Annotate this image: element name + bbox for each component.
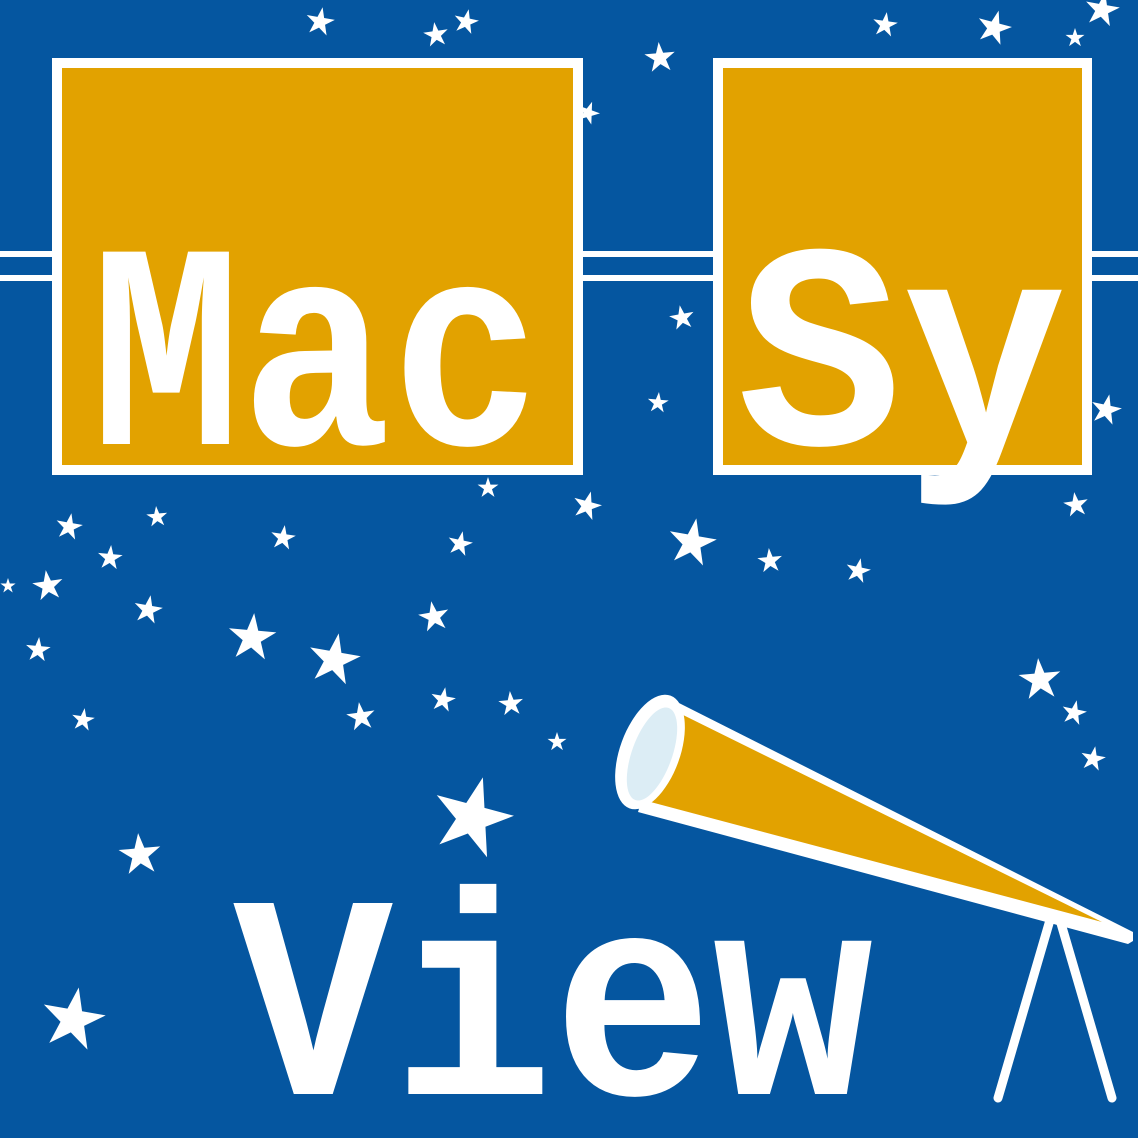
star-icon: [871, 10, 899, 37]
star-icon: [1060, 698, 1089, 726]
star-icon: [345, 700, 377, 731]
star-icon: [132, 593, 165, 625]
star-icon: [647, 391, 670, 413]
star-icon: [425, 767, 522, 861]
mac-box: [52, 58, 583, 532]
star-icon: [54, 511, 85, 541]
star-icon: [1065, 28, 1084, 46]
star-icon: [1079, 744, 1107, 771]
star-icon: [429, 685, 457, 712]
view-subtitle-text: View: [233, 854, 876, 1138]
star-icon: [227, 611, 278, 660]
star-icon: [37, 982, 109, 1052]
star-icon: [31, 568, 65, 601]
star-icon: [446, 529, 475, 557]
star-icon: [25, 636, 52, 662]
star-icon: [668, 303, 696, 330]
star-icon: [0, 578, 15, 592]
star-icon: [305, 629, 364, 686]
star-icon: [1017, 656, 1062, 699]
star-icon: [1083, 0, 1122, 27]
star-icon: [498, 690, 525, 716]
star-icon: [452, 7, 481, 35]
star-icon: [97, 544, 124, 570]
star-icon: [117, 831, 162, 874]
sy-title-text: Sy: [737, 201, 1067, 532]
star-icon: [570, 488, 605, 522]
star-icon: [547, 732, 566, 750]
star-icon: [757, 547, 784, 573]
star-icon: [422, 20, 450, 47]
star-icon: [304, 5, 337, 37]
star-icon: [643, 41, 676, 72]
star-icon: [665, 514, 720, 567]
star-icon: [70, 707, 96, 732]
star-icon: [974, 6, 1015, 46]
star-icon: [416, 599, 451, 633]
star-icon: [844, 556, 873, 584]
mac-title-text: Mac: [91, 201, 541, 532]
sy-box: [713, 58, 1092, 532]
star-icon: [1088, 391, 1124, 426]
